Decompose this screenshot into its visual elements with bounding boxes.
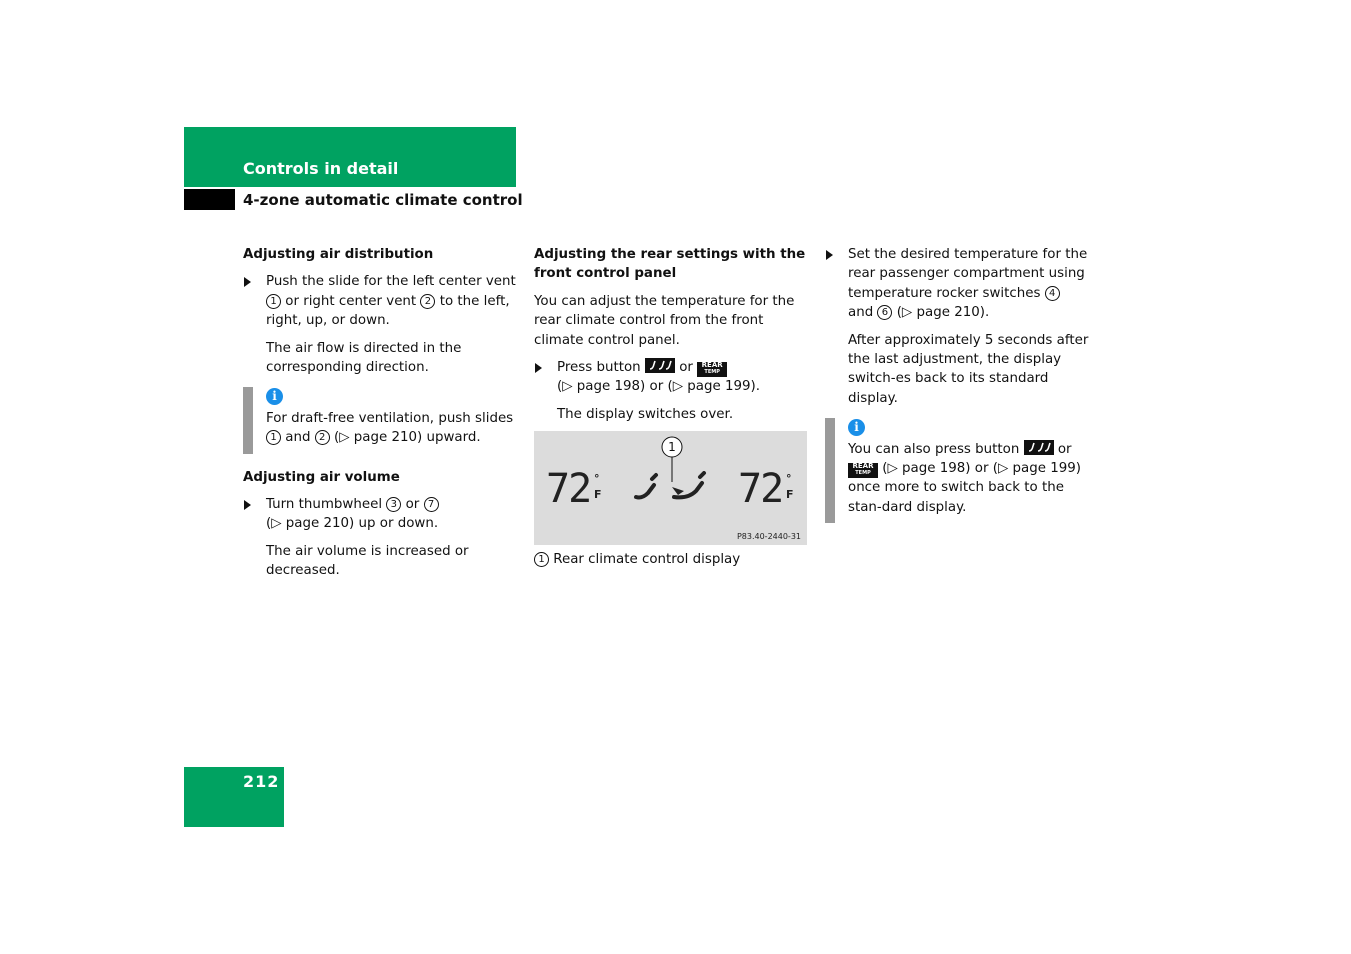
section-title: 4-zone automatic climate control [243,191,523,209]
callout-number: 1 [266,430,281,445]
triangle-bullet-icon [244,500,251,510]
info-icon: i [266,388,283,405]
left-temperature: 72 [546,466,591,512]
degree-symbol: ° [786,472,792,485]
triangle-bullet-icon [535,363,542,373]
column-2 [534,245,808,432]
step-turn-thumbwheel: Turn thumbwheel 3 or 7 (▷ page 210) up or down. [243,495,521,534]
page-number: 212 [243,772,280,791]
section-marker [184,189,235,210]
info-bar [243,387,253,453]
callout-number: 2 [420,294,435,309]
column-1 [243,245,521,589]
step-push-slide: Push the slide for the left center vent 1 or right center vent 2 to the left, right, up, or down. [243,272,521,330]
callout-number: 7 [424,497,439,512]
info-bar [825,418,835,523]
degree-symbol: ° [594,472,600,485]
result-text: After approximately 5 seconds after the last adjustment, the display switch-es back to its standard display. [848,332,1089,406]
callout-number: 6 [877,305,892,320]
result-text: The air flow is directed in the corresponding direction. [266,340,462,376]
paragraph: You can adjust the temperature for the rear climate control from the front climate control panel. [534,293,795,348]
info-note: i For draft-free ventilation, push slides 1 and 2 (▷ page 210) upward. [243,387,521,447]
chapter-title: Controls in detail [243,159,399,178]
heading-rear-settings: Adjusting the rear settings with the front control panel [534,247,806,282]
info-note: i You can also press button or REAR TEMP (▷ page 198) or (▷ page 199) once more to switch back to the stan-dard display. [825,418,1100,517]
callout-number: 3 [386,497,401,512]
fan-button-icon [645,358,675,373]
figure-caption: 1 Rear climate control display [534,550,808,569]
unit-f: F [786,488,794,501]
heading-air-distribution: Adjusting air distribution [243,247,434,262]
heading-air-volume: Adjusting air volume [243,469,400,485]
step-press-button: Press button or REAR TEMP (▷ page 198) or (▷ page 199). [534,358,808,397]
rear-climate-display-figure [534,431,807,545]
callout-number: 2 [315,430,330,445]
step-set-temperature: Set the desired temperature for the rear passenger compartment using temperature rocker switches 4 and 6 (▷ page 210). [825,245,1100,323]
rear-temp-button-icon: REAR TEMP [848,463,878,478]
callout-number: 1 [668,440,676,454]
callout-number: 1 [534,552,549,567]
fan-button-icon [1024,440,1054,455]
result-text: The air volume is increased or decreased. [266,543,469,579]
right-temperature: 72 [738,466,783,512]
rear-temp-button-icon: REAR TEMP [697,362,727,377]
triangle-bullet-icon [826,250,833,260]
result-text: The display switches over. [557,406,734,422]
info-icon: i [848,419,865,436]
triangle-bullet-icon [244,277,251,287]
figure-code: P83.40-2440-31 [736,532,801,541]
callout-number: 4 [1045,286,1060,301]
unit-f: F [594,488,602,501]
callout-number: 1 [266,294,281,309]
column-3 [825,245,1100,525]
